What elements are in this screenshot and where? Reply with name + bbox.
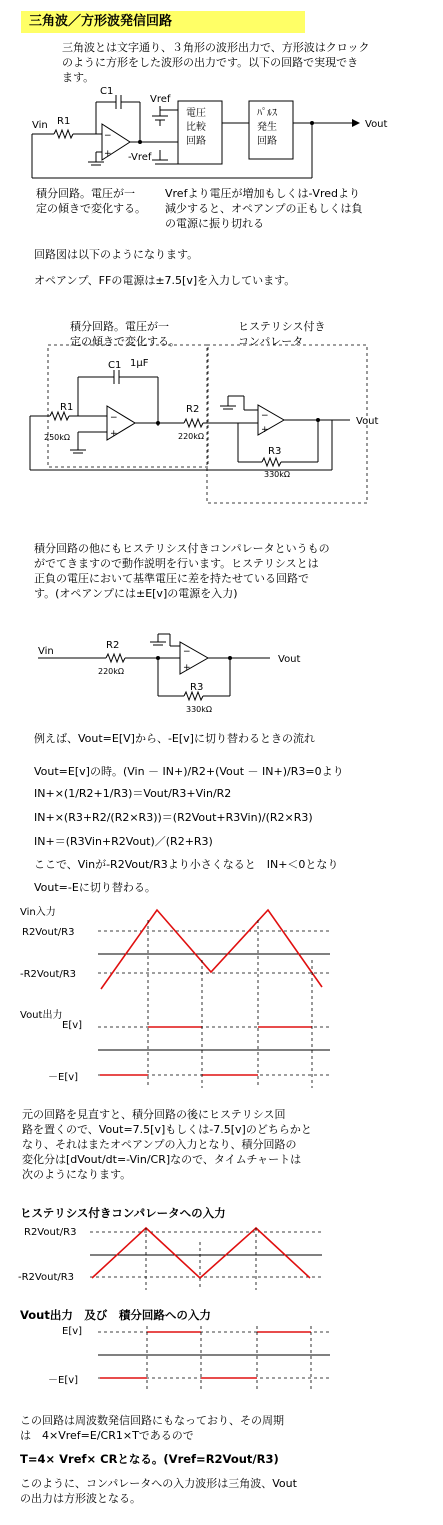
eq-line-4: IN+×(R3+R2/(R2×R3))＝(R2Vout+R3Vin)/(R2×R3) (34, 811, 313, 824)
r2-label-2: R2 (186, 404, 200, 415)
lower-threshold-label: -R2Vout/R3 (20, 969, 77, 980)
r3-label-2: R3 (268, 446, 282, 457)
note-comparator: Vrefより電圧が増加もしくは-Vredより 減少すると、オペアンプの正もしくは負 の電源に振り切れる (165, 187, 363, 230)
paragraph-3: 積分回路の他にもヒステリシス付きコンパレータというもの がでてきますので動作説明を行います。ヒステリシスとは 正負の電圧において基準電圧に差を持たせている回路で す。(オペアンプには±E[v]の電源を入力) (34, 542, 330, 600)
eq-line-5: IN+＝(R3Vin+R2Vout)／(R2+R3) (34, 835, 213, 848)
c1-label-2: C1 (108, 360, 122, 371)
r1-label: R1 (57, 116, 71, 127)
c1-label: C1 (100, 86, 114, 97)
svg-text:−: − (261, 411, 269, 421)
vout-label: Vout (365, 119, 388, 130)
c1-value: 1μF (130, 358, 149, 369)
svg-text:+: + (104, 149, 112, 159)
vin-label-3: Vin (38, 646, 54, 657)
eq-line-1: 例えば、Vout=E[V]から、-E[v]に切り替わるときの流れ (34, 732, 315, 745)
e-neg-label: －E[v] (48, 1072, 79, 1083)
period-formula: T=4× Vref× CRとなる。(Vref=R2Vout/R3) (20, 1452, 279, 1466)
vref-neg-label: -Vref (128, 152, 152, 163)
r3-value-2: 330kΩ (264, 470, 291, 479)
r2-value-3: 220kΩ (98, 667, 125, 676)
comp-line3: 回路 (186, 136, 206, 147)
paragraph-2: オペアンプ、FFの電源は±7.5[v]を入力しています。 (34, 274, 296, 287)
eq-line-3: IN+×(1/R2+1/R3)＝Vout/R3+Vin/R2 (34, 787, 232, 800)
e-pos-label-2: E[v] (62, 1326, 83, 1337)
eq-line-2: Vout=E[v]の時。(Vin － IN+)/R2+(Vout － IN+)/R3=0より (34, 765, 344, 778)
section-heading-2: Vout出力 及び 積分回路への入力 (20, 1308, 211, 1322)
r1-label-2: R1 (60, 402, 74, 413)
r3-label-3: R3 (190, 682, 204, 693)
timing-chart-1 (0, 900, 443, 1090)
svg-text:+: + (110, 429, 118, 439)
upper-threshold-label-2: R2Vout/R3 (24, 1227, 77, 1238)
pulse-line3: 回路 (257, 136, 277, 147)
paragraph-4: 元の回路を見直すと、積分回路の後にヒステリシス回 路を置くので、Vout=7.5[v]もしくは-7.5[v]のどちらかと なり、それはまたオペアンプの入力となり、積分回路の 変化分は[dVout/dt=-Vin/CR]なので、タイムチャートは 次のようになります。 (22, 1108, 312, 1181)
comp-line2: 比較 (186, 122, 206, 133)
comp-line1: 電圧 (186, 108, 206, 119)
eq-line-7: Vout=-Eに切り替わる。 (34, 881, 156, 894)
paragraph-1: 回路図は以下のようになります。 (34, 248, 199, 261)
paragraph-6: このように、コンパレータへの入力波形は三角波、Vout の出力は方形波となる。 (20, 1477, 297, 1505)
timing-chart-2 (0, 1222, 443, 1292)
e-pos-label: E[v] (62, 1020, 83, 1031)
page-title: 三角波／方形波発信回路 (21, 11, 305, 33)
lower-threshold-label-2: -R2Vout/R3 (18, 1272, 75, 1283)
pulse-line2: 発生 (257, 122, 277, 133)
section-heading-1: ヒステリシス付きコンパレータへの入力 (20, 1206, 226, 1220)
svg-text:−: − (104, 131, 112, 141)
svg-text:+: + (183, 663, 191, 673)
e-neg-label-2: －E[v] (48, 1375, 79, 1386)
r1-value: 250kΩ (44, 433, 71, 442)
intro-text: 三角波とは文字通り、３角形の波形出力で、方形波はクロック のように方形をした波形の出力です。以下の回路で実現でき ます。 (62, 41, 370, 84)
timing-chart-3 (0, 1322, 443, 1392)
paragraph-5: この回路は周波数発信回路にもなっており、その周期 は 4×Vref=E/CR1×Tであるので (20, 1414, 284, 1442)
svg-text:+: + (261, 425, 269, 435)
vref-pos-label: Vref (150, 94, 171, 105)
vout-label-3: Vout (278, 654, 301, 665)
pulse-line1: ﾊﾟﾙｽ (257, 108, 277, 119)
r2-label-3: R2 (106, 640, 120, 651)
label-integrator: 積分回路。電圧が一 定の傾きで変化する。 (70, 320, 180, 348)
vout-output-label: Vout出力 (20, 1010, 63, 1021)
hysteresis-circuit (0, 618, 443, 718)
svg-text:−: − (183, 647, 191, 657)
svg-text:−: − (110, 413, 118, 423)
vin-input-label: Vin入力 (20, 907, 56, 918)
vin-label: Vin (32, 120, 48, 131)
r3-value-3: 330kΩ (186, 705, 213, 714)
upper-threshold-label: R2Vout/R3 (22, 927, 75, 938)
r2-value-2: 220kΩ (178, 432, 205, 441)
label-comparator: ヒステリシス付き コンパレータ (238, 320, 326, 348)
vout-label-2: Vout (356, 416, 379, 427)
circuit-diagram (0, 340, 443, 510)
eq-line-6: ここで、Vinが-R2Vout/R3より小さくなると IN+＜0となり (34, 858, 339, 871)
note-integrator: 積分回路。電圧が一 定の傾きで変化する。 (36, 187, 146, 215)
